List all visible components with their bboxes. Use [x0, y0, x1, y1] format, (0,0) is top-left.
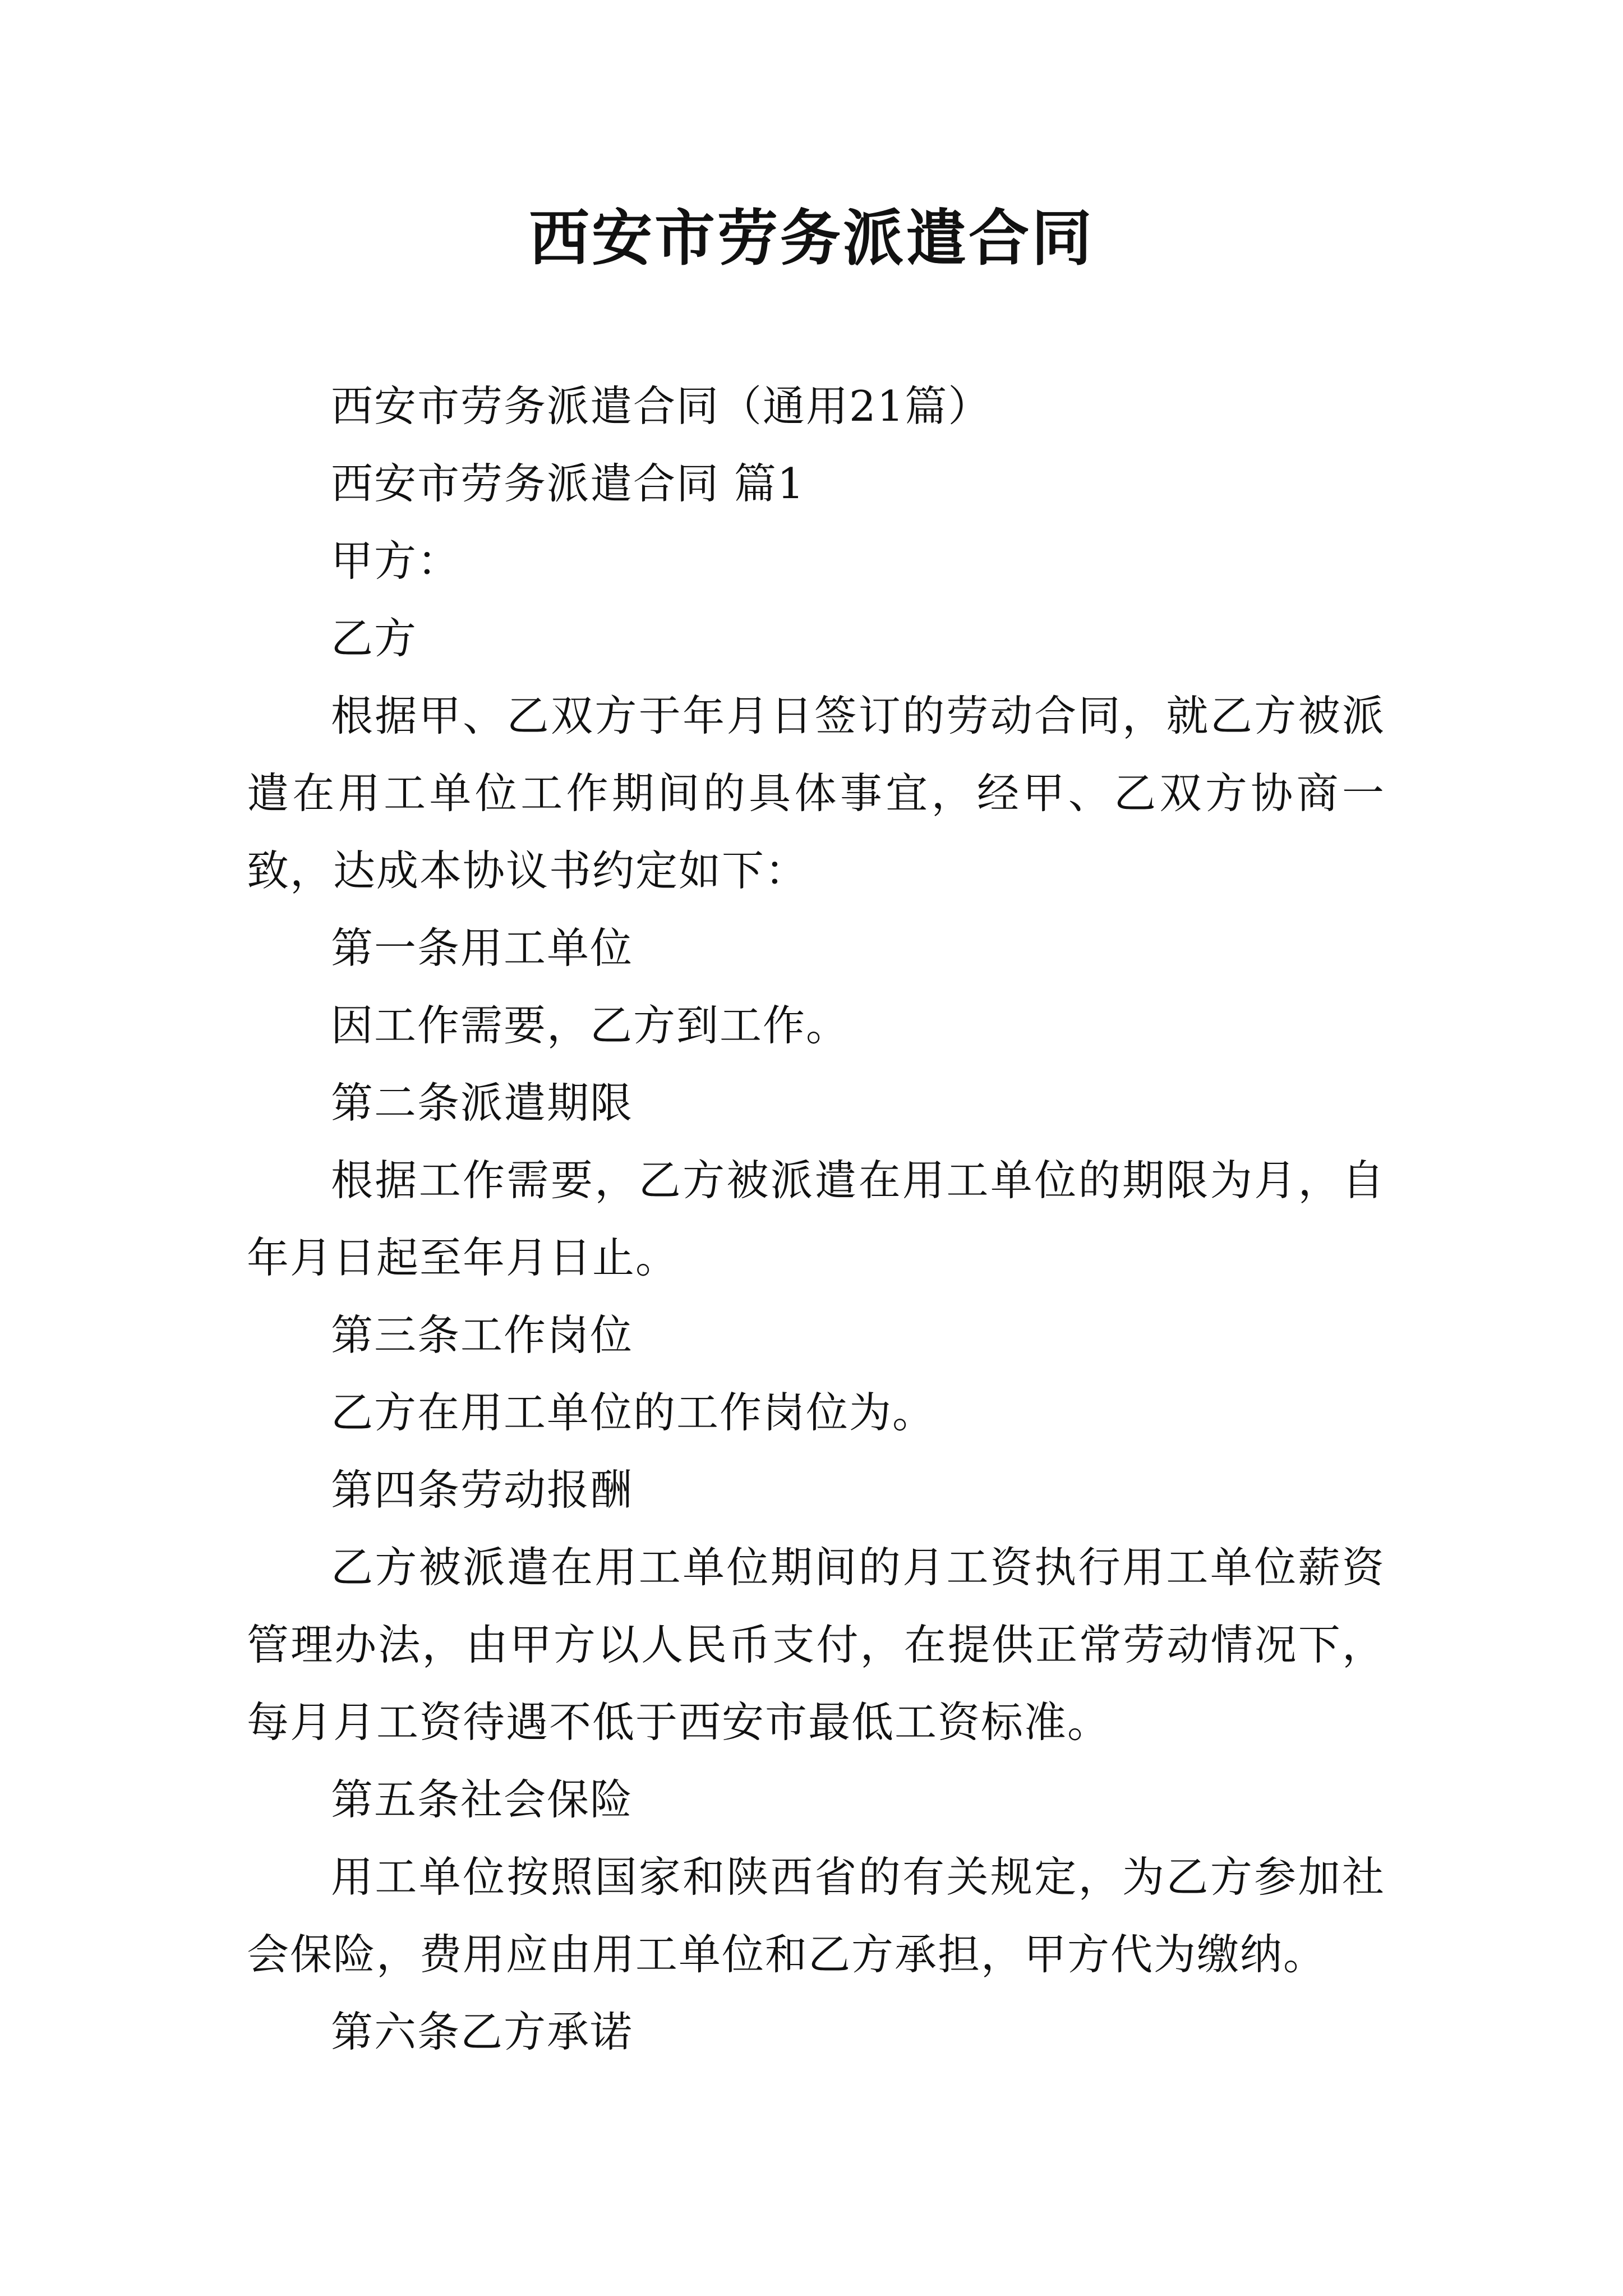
clause-1-heading: 第一条用工单位 — [331, 923, 634, 973]
paragraph-heading: 西安市劳务派遣合同（通用21篇） — [331, 381, 992, 431]
clause-1-text: 因工作需要，乙方到工作。 — [331, 1001, 850, 1050]
document-body — [247, 367, 1385, 2070]
clause-2-text: 根据工作需要，乙方被派遣在用工单位的期限为月，自年月日起至年月日止。 — [247, 1156, 1385, 1282]
clause-5-heading: 第五条社会保险 — [331, 1775, 634, 1824]
paragraph-party-b: 乙方 — [331, 614, 418, 663]
document-title: 西安市劳务派遣合同 — [528, 203, 1094, 274]
clause-2-heading: 第二条派遣期限 — [331, 1078, 634, 1128]
paragraph-party-a: 甲方： — [331, 536, 461, 586]
paragraph-preamble: 根据甲、乙双方于年月日签订的劳动合同，就乙方被派遣在用工单位工作期间的具体事宜，经甲、乙双方协商一致，达成本协议书约定如下： — [247, 691, 1385, 895]
clause-3-heading: 第三条工作岗位 — [331, 1310, 634, 1360]
clause-3-text: 乙方在用工单位的工作岗位为。 — [331, 1388, 936, 1437]
paragraph-article-title: 西安市劳务派遣合同 篇1 — [331, 459, 805, 508]
clause-4-heading: 第四条劳动报酬 — [331, 1465, 634, 1515]
clause-6-heading: 第六条乙方承诺 — [331, 2007, 634, 2056]
clause-5-text: 用工单位按照国家和陕西省的有关规定，为乙方参加社会保险，费用应由用工单位和乙方承担，甲方代为缴纳。 — [247, 1852, 1385, 1979]
clause-4-text: 乙方被派遣在用工单位期间的月工资执行用工单位薪资管理办法，由甲方以人民币支付，在提供正常劳动情况下，每月月工资待遇不低于西安市最低工资标准。 — [247, 1543, 1385, 1747]
